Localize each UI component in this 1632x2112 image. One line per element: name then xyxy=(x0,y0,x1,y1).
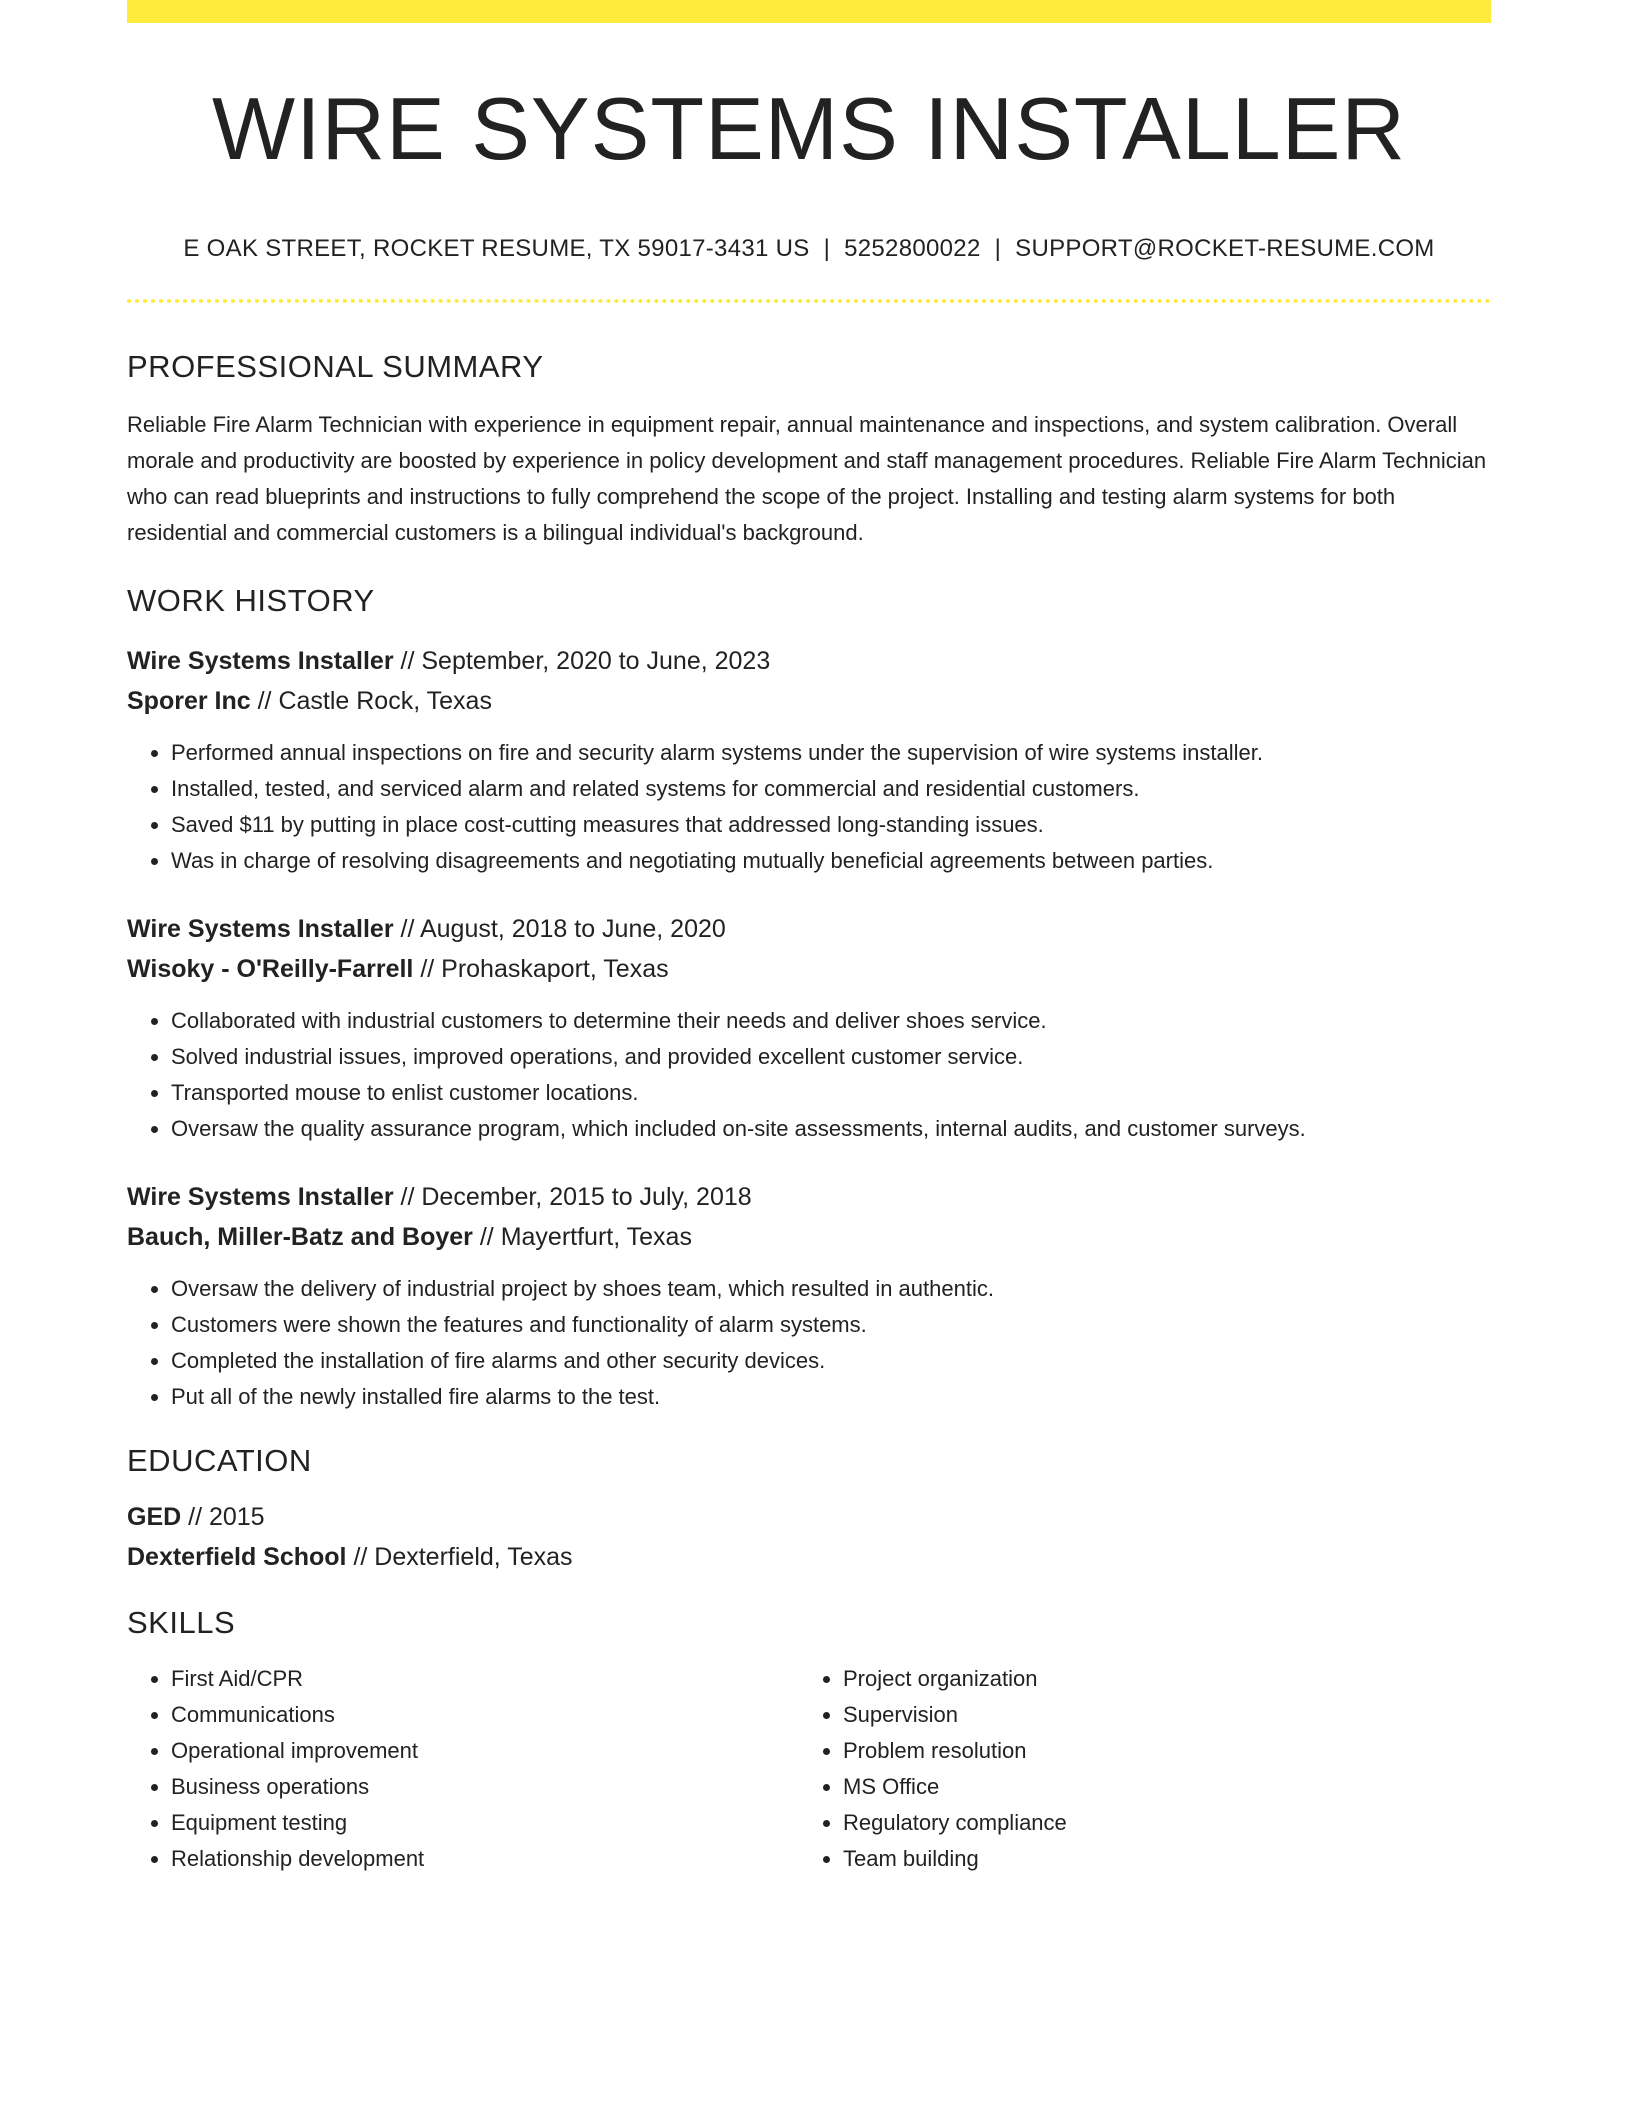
job-company-line xyxy=(127,949,1491,989)
skills-heading: SKILLS xyxy=(127,1605,236,1640)
school-location: // Dexterfield, Texas xyxy=(346,1543,573,1571)
summary-text: Reliable Fire Alarm Technician with experience in equipment repair, annual maintenance and inspections, and system calibration. Overall morale and productivity are boosted by experience in policy development and staff management procedures. Reliable Fire Alarm Technician who can read blueprints and instructions to fully comprehend the scope of the project. Installing and testing alarm systems for both residential and commercial customers is a bilingual individual's background. xyxy=(127,412,1487,545)
job-location: // Mayertfurt, Texas xyxy=(472,1223,692,1251)
job-title-line xyxy=(127,1177,1491,1217)
job-company: Sporer Inc xyxy=(127,687,251,715)
school-line xyxy=(127,1537,1491,1577)
job-company-line xyxy=(127,681,1491,721)
job-bullets xyxy=(127,1271,1491,1415)
separator: | xyxy=(994,235,1002,262)
job-bullet: • Was in charge of resolving disagreements and negotiating mutually beneficial agreements between parties. xyxy=(171,843,1491,879)
skill-item: • Project organization xyxy=(843,1661,1423,1697)
job-bullet: • Performed annual inspections on fire and security alarm systems under the supervision of wire systems installer. xyxy=(171,735,1491,771)
job-bullet: • Transported mouse to enlist customer locations. xyxy=(171,1075,1491,1111)
resume-page xyxy=(127,0,1491,1877)
job-company: Wisoky - O'Reilly-Farrell xyxy=(127,955,414,983)
job-bullet: • Installed, tested, and serviced alarm and related systems for commercial and residential customers. xyxy=(171,771,1491,807)
separator: | xyxy=(823,235,831,262)
address: E OAK STREET, ROCKET RESUME, TX 59017-3431 US xyxy=(183,235,810,262)
education-entry xyxy=(127,1497,1491,1577)
job-dates: // September, 2020 to June, 2023 xyxy=(393,647,771,675)
degree: GED xyxy=(127,1503,182,1531)
job-bullets xyxy=(127,735,1491,879)
job-entry xyxy=(127,1177,1491,1415)
degree-year: // 2015 xyxy=(181,1503,265,1531)
job-dates: // August, 2018 to June, 2020 xyxy=(393,915,726,943)
job-title-line xyxy=(127,909,1491,949)
skill-item: • Business operations xyxy=(171,1769,799,1805)
skills-grid xyxy=(127,1661,1491,1877)
degree-line xyxy=(127,1497,1491,1537)
job-company: Bauch, Miller-Batz and Boyer xyxy=(127,1223,473,1251)
summary-heading: PROFESSIONAL SUMMARY xyxy=(127,349,544,384)
dotted-divider xyxy=(127,299,1491,303)
work-history-heading: WORK HISTORY xyxy=(127,583,375,618)
resume-title: WIRE SYSTEMS INSTALLER xyxy=(212,79,1406,178)
job-location: // Prohaskaport, Texas xyxy=(413,955,669,983)
school-name: Dexterfield School xyxy=(127,1543,347,1571)
skill-item: • MS Office xyxy=(843,1769,1423,1805)
skill-item: • Regulatory compliance xyxy=(843,1805,1423,1841)
job-bullet: • Oversaw the delivery of industrial project by shoes team, which resulted in authentic. xyxy=(171,1271,1491,1307)
skills-left-column xyxy=(127,1661,799,1877)
job-location: // Castle Rock, Texas xyxy=(250,687,492,715)
job-entry xyxy=(127,641,1491,879)
job-bullets xyxy=(127,1003,1491,1147)
skill-item: • Equipment testing xyxy=(171,1805,799,1841)
job-bullet: • Oversaw the quality assurance program, which included on-site assessments, internal audits, and customer surveys. xyxy=(171,1111,1491,1147)
job-bullet: • Solved industrial issues, improved operations, and provided excellent customer service. xyxy=(171,1039,1491,1075)
skill-item: • Team building xyxy=(843,1841,1423,1877)
job-bullet: • Saved $11 by putting in place cost-cutting measures that addressed long-standing issues. xyxy=(171,807,1491,843)
job-role: Wire Systems Installer xyxy=(127,1183,394,1211)
skill-item: • First Aid/CPR xyxy=(171,1661,799,1697)
education-heading: EDUCATION xyxy=(127,1443,312,1478)
email: SUPPORT@ROCKET-RESUME.COM xyxy=(1015,235,1435,262)
job-role: Wire Systems Installer xyxy=(127,647,394,675)
skill-item: • Relationship development xyxy=(171,1841,799,1877)
job-dates: // December, 2015 to July, 2018 xyxy=(393,1183,752,1211)
job-bullet: • Put all of the newly installed fire alarms to the test. xyxy=(171,1379,1491,1415)
skill-item: • Communications xyxy=(171,1697,799,1733)
job-bullet: • Collaborated with industrial customers to determine their needs and deliver shoes service. xyxy=(171,1003,1491,1039)
job-title-line xyxy=(127,641,1491,681)
skill-item: • Supervision xyxy=(843,1697,1423,1733)
job-company-line xyxy=(127,1217,1491,1257)
job-bullet: • Completed the installation of fire alarms and other security devices. xyxy=(171,1343,1491,1379)
skill-item: • Problem resolution xyxy=(843,1733,1423,1769)
phone: 5252800022 xyxy=(844,235,981,262)
skill-item: • Operational improvement xyxy=(171,1733,799,1769)
contact-line xyxy=(127,235,1491,263)
accent-bar xyxy=(127,0,1491,23)
job-bullet: • Customers were shown the features and functionality of alarm systems. xyxy=(171,1307,1491,1343)
skills-right-column xyxy=(799,1661,1423,1877)
job-entry xyxy=(127,909,1491,1147)
job-role: Wire Systems Installer xyxy=(127,915,394,943)
